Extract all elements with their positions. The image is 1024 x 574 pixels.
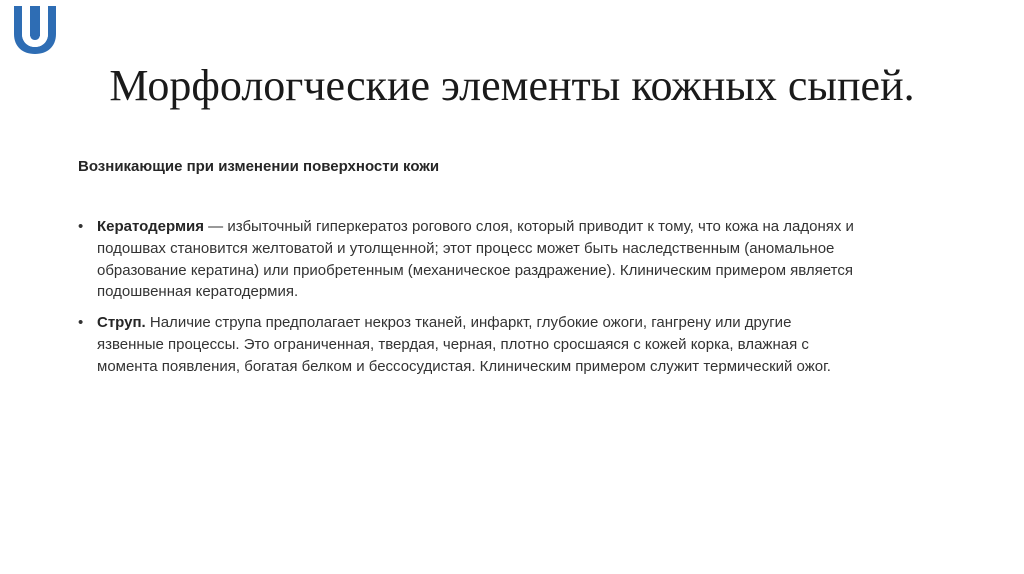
university-logo-icon (10, 4, 60, 56)
slide-title: Морфологческие элементы кожных сыпей. (109, 61, 915, 110)
term-label: Кератодермия (97, 218, 205, 235)
list-item-keratoderma (78, 216, 858, 303)
list-item-scab (78, 312, 858, 377)
bullet-dot: • (78, 314, 84, 332)
bullet-dot: • (78, 218, 84, 235)
term-description: Наличие струпа предполагает некроз тканей, инфаркт, глубокие ожоги, гангрену или другие язвенные процессы. Это ограниченная, твердая, черная, плотно сросшаяся с кожей корка, влажная с момента появления, богатая белком и бессосудистая. Клиническим примером служит термический ожог. (97, 314, 831, 375)
term-description: — избыточный гиперкератоз рогового слоя, который приводит к тому, что кожа на ладонях и подошвах становится желтоватой и утолщенной; этот процесс может быть наследственным (аномальное образование кератина) или приобретенным (механическое раздражение). Клиническим примером является подошвенная кератодермия. (97, 218, 854, 301)
term-label: Струп. (97, 314, 146, 332)
slide-subtitle: Возникающие при изменении поверхности кожи (78, 158, 440, 175)
bullet-list (78, 216, 858, 387)
